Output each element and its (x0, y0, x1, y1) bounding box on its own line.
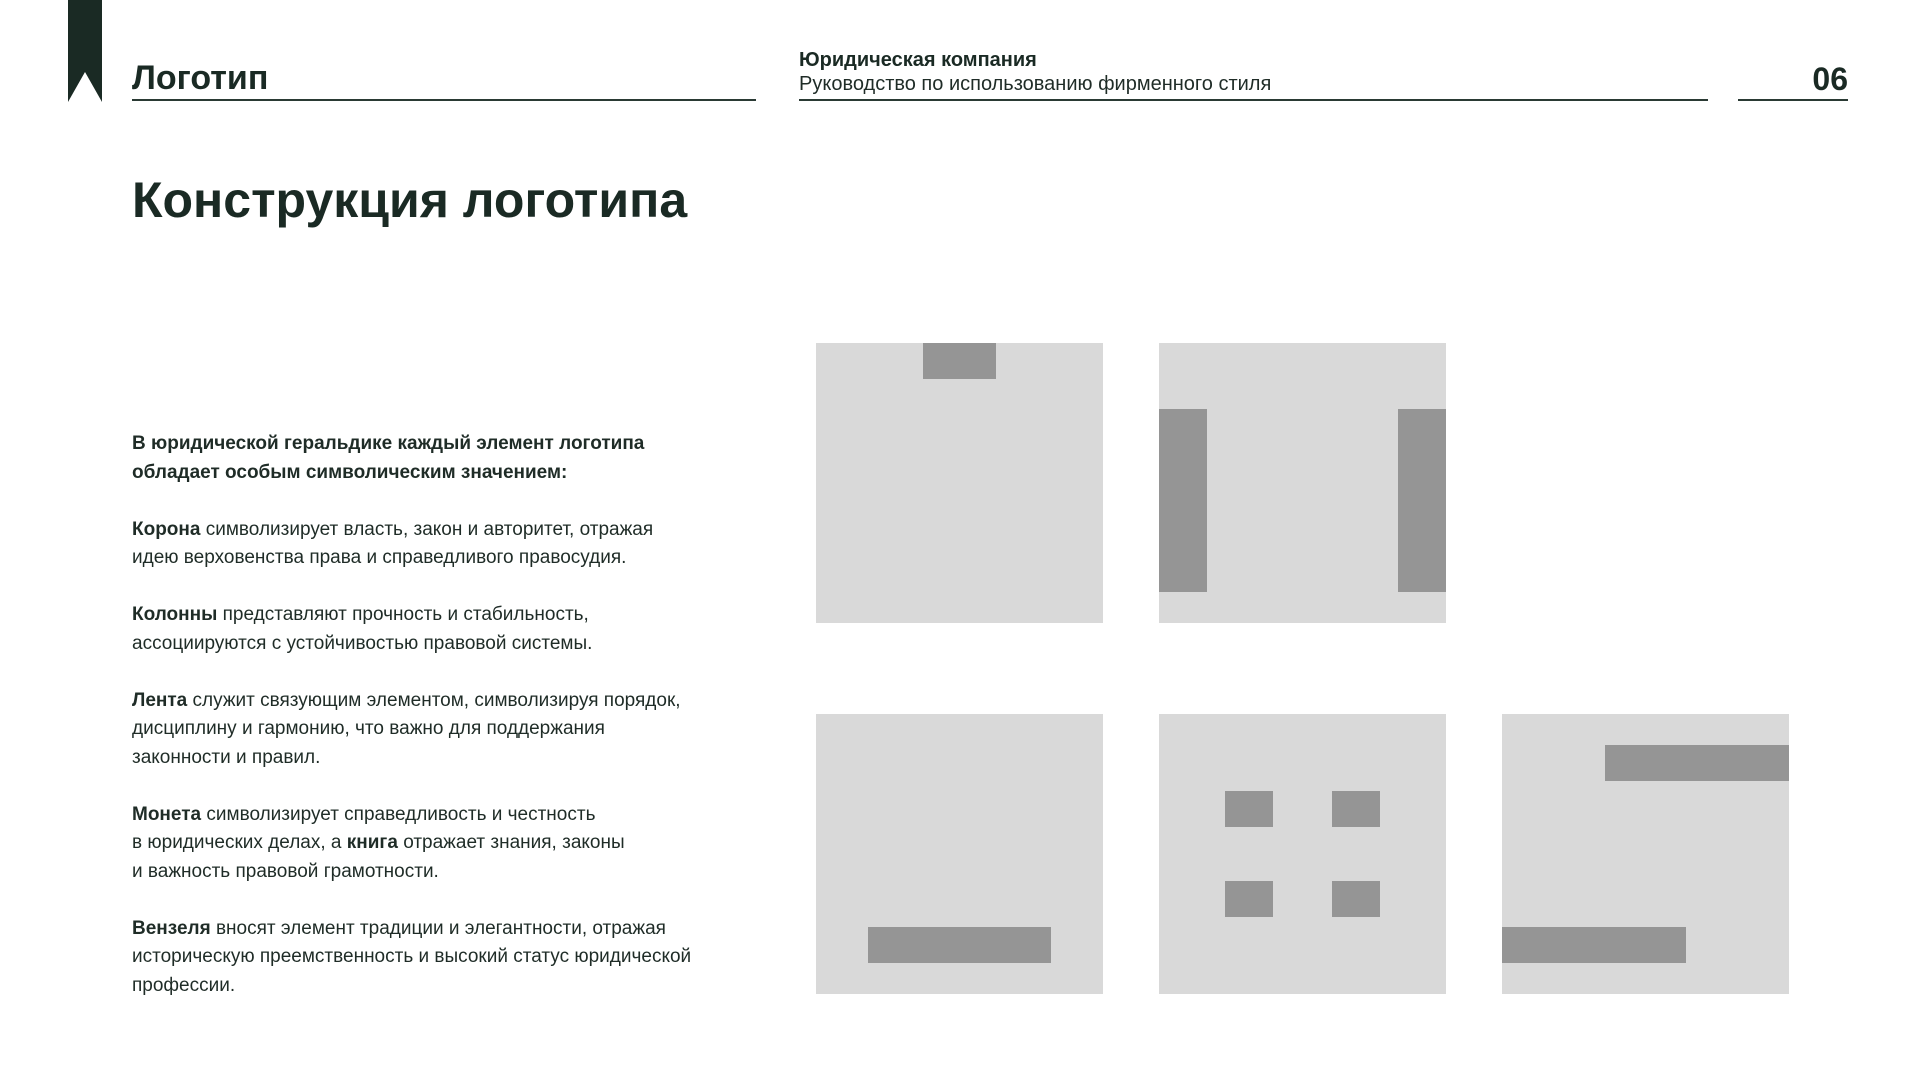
coin-book-block-4 (1332, 881, 1380, 917)
monogram-term: Вензеля (132, 917, 211, 939)
coin-book-block-1 (1225, 791, 1273, 827)
crown-panel (816, 343, 1103, 623)
columns-term: Колонны (132, 604, 218, 625)
logo-description (132, 430, 772, 1029)
coin-paragraph (132, 801, 772, 887)
crown-term: Корона (132, 518, 201, 540)
coin-book-block-3 (1225, 881, 1273, 917)
coin-book-block-2 (1332, 791, 1380, 827)
guide-title: Руководство по использованию фирменного стиля (799, 73, 1272, 95)
crown-text: символизирует власть, закон и авторитет, отражая идею верховенства права и справедливого правосудия. (132, 518, 654, 568)
monogram-paragraph (132, 915, 772, 1001)
columns-text: представляют прочность и стабильность, ассоциируются с устойчивостью правовой системы. (132, 604, 593, 654)
ribbon-panel (816, 714, 1103, 994)
ribbon-block (868, 927, 1051, 963)
section-title: Логотип (132, 59, 269, 97)
ribbon-paragraph (132, 687, 772, 773)
column-left-block (1159, 409, 1207, 592)
page-title: Конструкция логотипа (132, 172, 688, 228)
coin-text-a: символизирует справедливость и честность в юридических делах, а (132, 803, 596, 853)
header-divider-middle (799, 99, 1708, 101)
columns-panel (1159, 343, 1446, 623)
header-divider-right (1738, 99, 1848, 101)
header-divider-left (132, 99, 756, 101)
intro-text: В юридической геральдике каждый элемент логотипа обладает особым символическим значением: (132, 433, 645, 483)
monogram-top-block (1605, 745, 1789, 781)
coin-book-panel (1159, 714, 1446, 994)
book-term: книга (346, 832, 398, 853)
coin-term: Монета (132, 803, 202, 825)
coin-text-b: отражает знания, законы и важность правовой грамотности. (132, 832, 625, 882)
page-number: 06 (1812, 61, 1848, 97)
ribbon-text: служит связующим элементом, символизируя порядок, дисциплину и гармонию, что важно для поддержания законности и правил. (132, 689, 681, 768)
bookmark-ribbon-icon (68, 0, 102, 102)
columns-paragraph (132, 601, 772, 658)
column-right-block (1398, 409, 1446, 592)
ribbon-term: Лента (132, 689, 188, 711)
crown-block (923, 343, 996, 379)
company-name: Юридическая компания (799, 49, 1037, 71)
monogram-text: вносят элемент традиции и элегантности, отражая историческую преемственность и высокий статус юридической профессии. (132, 917, 692, 996)
intro-paragraph (132, 430, 772, 487)
monogram-bottom-block (1502, 927, 1686, 963)
crown-paragraph (132, 516, 772, 573)
monogram-panel (1502, 714, 1789, 994)
